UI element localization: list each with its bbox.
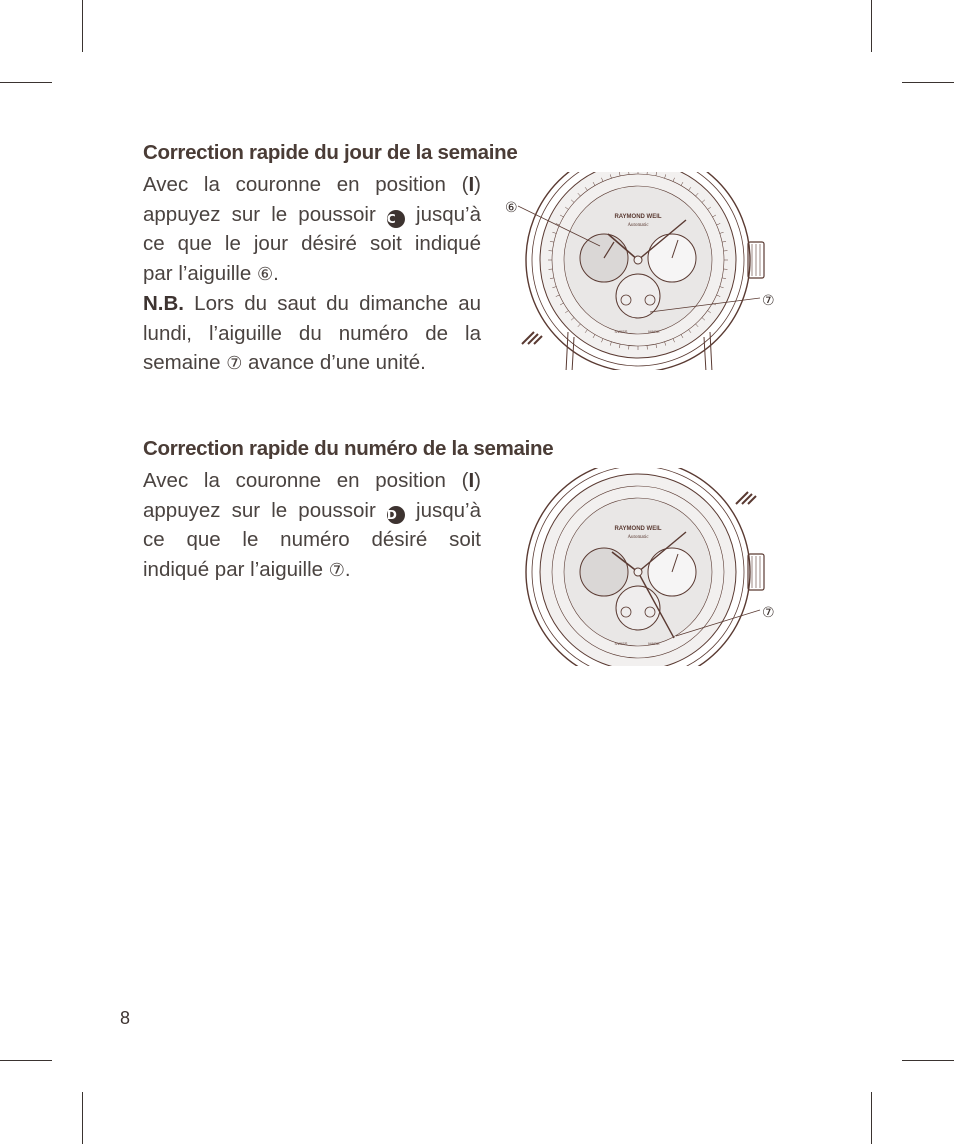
crop-mark-top-right xyxy=(871,0,872,52)
watch1-brand: RAYMOND WEIL xyxy=(614,214,662,220)
watch1-swiss: SWISS xyxy=(614,329,628,334)
section2-paragraph xyxy=(143,466,481,585)
nb-line-2: lundi, l’aiguille du numéro de la xyxy=(143,321,481,345)
section2-heading: Correction rapide du numéro de la semaine xyxy=(143,437,554,460)
hand-7-marker: ⑦ xyxy=(226,353,243,374)
watch1-model: Automatic xyxy=(627,223,649,228)
watch-illustration-1 xyxy=(490,172,790,372)
section1-paragraph xyxy=(143,170,481,379)
crop-mark-left-bottom xyxy=(0,1060,52,1061)
section2-line-2: appuyez sur le poussoir D jusqu’à xyxy=(143,498,481,522)
crop-mark-left-top xyxy=(0,82,52,83)
section1-line-3: ce que le jour désiré soit indiqué xyxy=(143,232,481,255)
crop-mark-bottom-left xyxy=(82,1092,83,1144)
crop-mark-right-bottom xyxy=(902,1060,954,1061)
section2-line-4: indiqué par l’aiguille ⑦. xyxy=(143,557,351,581)
pusher-arrow-icon xyxy=(736,492,756,504)
nb-line-3: semaine ⑦ avance d’une unité. xyxy=(143,351,426,374)
page-number: 8 xyxy=(120,1008,131,1028)
callout-7-label: ⑦ xyxy=(762,293,775,309)
watch-illustration-2 xyxy=(490,468,790,668)
watch2-swiss: SWISS xyxy=(614,641,628,646)
watch1-made: MADE xyxy=(648,329,660,334)
section1-line-4: par l’aiguille ⑥. xyxy=(143,261,279,285)
pusher-c-marker: C xyxy=(387,210,405,228)
nb-line-1: N.B. Lors du saut du dimanche au xyxy=(143,292,481,315)
section1-line-1: Avec la couronne en position (I) xyxy=(143,173,481,196)
watch2-model: Automatic xyxy=(627,535,649,540)
crop-mark-top-left xyxy=(82,0,83,52)
callout-7-label: ⑦ xyxy=(762,605,775,621)
day-subdial xyxy=(580,548,628,596)
section2-line-1: Avec la couronne en position (I) xyxy=(143,469,481,492)
crop-mark-right-top xyxy=(902,82,954,83)
section1-heading: Correction rapide du jour de la semaine xyxy=(143,141,518,164)
watch2-made: MADE xyxy=(648,641,660,646)
strap-left xyxy=(566,332,574,372)
strap-right xyxy=(704,332,712,372)
pusher-d-marker: D xyxy=(387,506,405,524)
callout-6-label: ⑥ xyxy=(505,200,518,216)
hand-6-marker: ⑥ xyxy=(256,263,274,285)
pusher-arrow-icon xyxy=(522,332,542,344)
hand-7-marker: ⑦ xyxy=(328,559,345,581)
section2-line-3: ce que le numéro désiré soit xyxy=(143,528,481,551)
section1-line-2: appuyez sur le poussoir C jusqu’à xyxy=(143,202,481,226)
crop-mark-bottom-right xyxy=(871,1092,872,1144)
watch2-brand: RAYMOND WEIL xyxy=(614,526,662,532)
